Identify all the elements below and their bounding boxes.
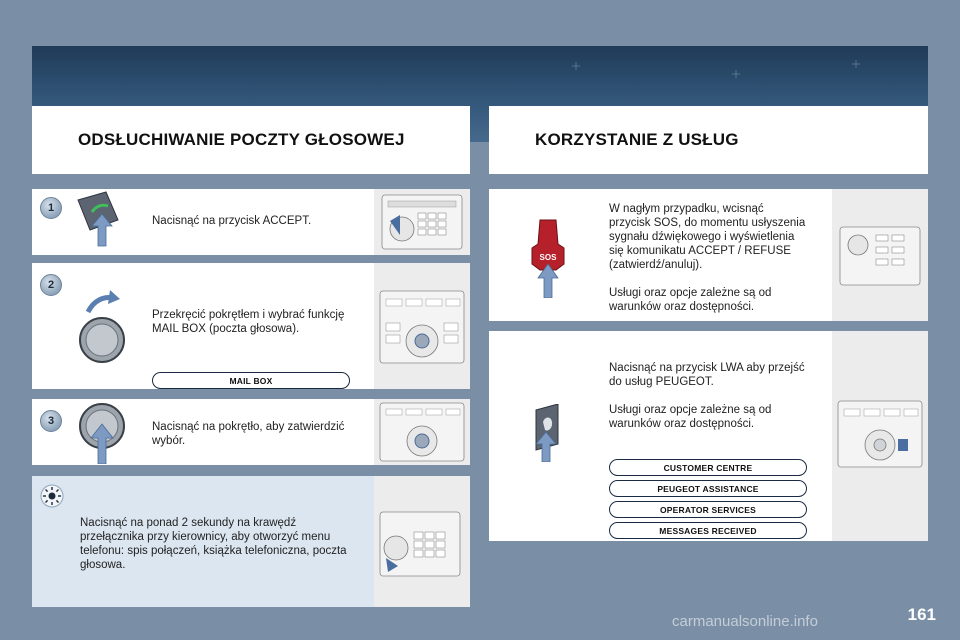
- sos-text: W nagłym przypadku, wcisnąć przycisk SOS, do momentu usłyszenia sygnału dźwiękowego i wyświetlenia się komunikatu ACCEPT / REFUSE (zatwierdź/anuluj). Usługi oraz opcje zależne są od warunków oraz dostępności.: [609, 203, 806, 313]
- tip-text: Nacisnąć na ponad 2 sekundy na krawędź przełącznika przy kierownicy, aby otworzyć menu telefonu: spis połączeń, książka telefoniczna, poczta głosowa.: [80, 517, 347, 571]
- right-section-title: KORZYSTANIE Z USŁUG: [535, 130, 739, 149]
- rotary-knob-icon: [76, 290, 132, 364]
- radio-unit-image-2: [374, 263, 470, 389]
- right-title-box: [489, 106, 928, 174]
- watermark: carmanualsonline.info: [672, 613, 818, 630]
- step-2-badge: 2: [40, 274, 62, 296]
- radio-unit-icon: [374, 263, 470, 389]
- radio-unit-icon: [374, 399, 470, 465]
- peugeot-assistance-option[interactable]: PEUGEOT ASSISTANCE: [609, 480, 807, 497]
- step-3-badge: 3: [40, 410, 62, 432]
- radio-unit-icon: [374, 476, 470, 607]
- step-1-badge: 1: [40, 197, 62, 219]
- radio-unit-image-1: [374, 189, 470, 255]
- accept-button-icon: [72, 190, 122, 248]
- radio-unit-image-3: [374, 399, 470, 465]
- sos-button-icon: [528, 214, 568, 298]
- lwa-lion-icon: [528, 404, 564, 462]
- step-3-text: Nacisnąć na pokrętło, aby zatwierdzić wybór.: [152, 421, 345, 447]
- tip-panel: [32, 476, 470, 607]
- sos-label: SOS: [539, 253, 557, 262]
- customer-centre-option[interactable]: CUSTOMER CENTRE: [609, 459, 807, 476]
- radio-unit-image-6: [832, 331, 928, 541]
- messages-received-option[interactable]: MESSAGES RECEIVED: [609, 522, 807, 539]
- push-arrow-icon: [76, 400, 132, 464]
- left-title-box: [32, 106, 470, 174]
- operator-services-option[interactable]: OPERATOR SERVICES: [609, 501, 807, 518]
- page-number: 161: [907, 605, 936, 624]
- radio-unit-icon: [374, 189, 470, 255]
- mail-box-option[interactable]: MAIL BOX: [152, 372, 350, 389]
- left-section-title: ODSŁUCHIWANIE POCZTY GŁOSOWEJ: [78, 130, 405, 149]
- radio-unit-image-5: [832, 189, 928, 321]
- tip-sun-icon: [40, 484, 64, 508]
- radio-unit-icon: [832, 331, 928, 541]
- step-1-text: Nacisnąć na przycisk ACCEPT.: [152, 215, 312, 227]
- step-2-text: Przekręcić pokrętłem i wybrać funkcję MAIL BOX (poczta głosowa).: [152, 309, 345, 335]
- radio-unit-icon: [832, 189, 928, 321]
- radio-unit-image-4: [374, 476, 470, 607]
- lwa-text: Nacisnąć na przycisk LWA aby przejść do usług PEUGEOT. Usługi oraz opcje zależne są od warunków oraz dostępności.: [609, 362, 805, 430]
